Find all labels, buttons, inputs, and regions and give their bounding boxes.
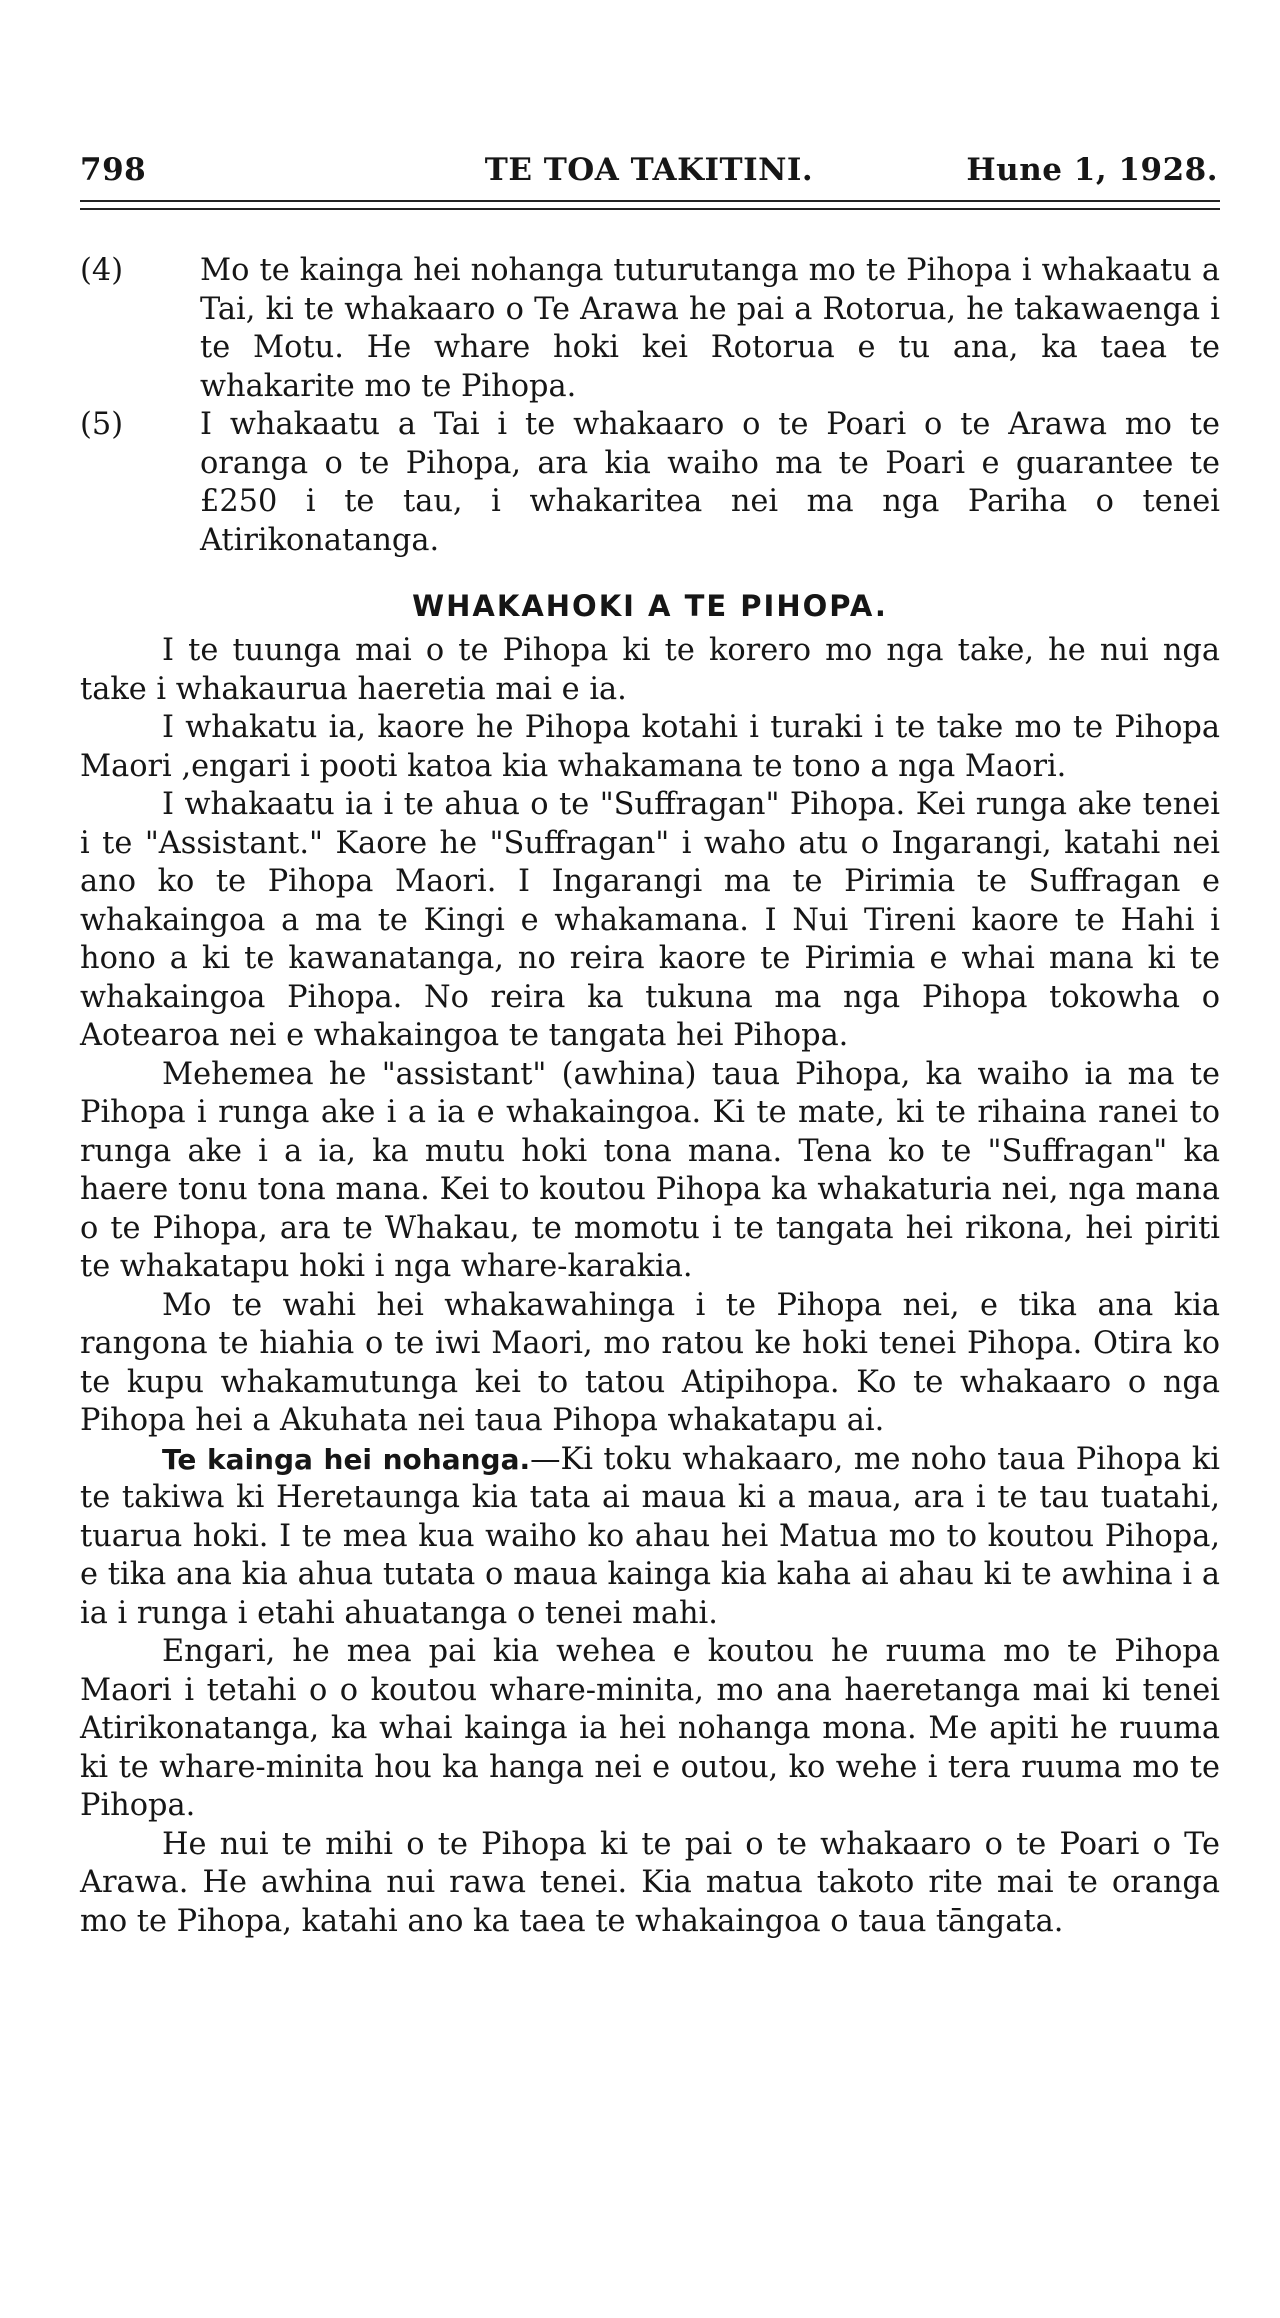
paragraph: Mo te wahi hei whakawahinga i te Pihopa nei, e tika ana kia rangona te hiahia o te iwi Maori, mo ratou ke hoki tenei Pihopa. Otira ko te kupu whakamutunga kei to tatou Atipihopa. Ko te whakaaro o nga Pihopa hei a Akuhata nei taua Pihopa whakatapu ai. (80, 1287, 1220, 1438)
header-rule-top (80, 200, 1220, 202)
paragraph: I whakatu ia, kaore he Pihopa kotahi i turaki i te take mo te Pihopa Maori ,engari i pooti katoa kia whakamana te tono a nga Maori. (80, 710, 1220, 784)
paragraph: I whakaatu ia i te ahua o te "Suffragan" Pihopa. Kei runga ake tenei i te "Assistant." Kaore he "Suffragan" i waho atu o Ingarangi, katahi nei ano ko te Pihopa Maori. I Ingarangi ma te Pirimia te Suffragan e whakaingoa a ma te Kingi e whakamana. I Nui Tireni kaore te Hahi i hono a ki te kawanatanga, no reira kaore te Pirimia e whai mana ki te whakaingoa Pihopa. No reira ka tukuna ma nga Pihopa tokowha o Aotearoa nei e whakaingoa te tangata hei Pihopa. (80, 787, 1220, 1053)
issue-date: Hune 1, 1928. (966, 152, 1218, 188)
em-dash: — (530, 1441, 561, 1477)
page-number: 798 (80, 152, 147, 188)
section-text: Ki toku whakaaro, me noho taua Pihopa ki te takiwa ki Heretaunga kia tata ai maua ki a maua, ara i te tau tuatahi, tuarua hoki. I te mea kua waiho ko ahau hei Matua mo to koutou Pihopa, e tika ana kia ahua tutata o maua kainga kia kaha ai ahau ki te awhina i a ia i runga i etahi ahuatanga o tenei mahi. (80, 1441, 1220, 1631)
article-body (80, 252, 1220, 1941)
item-text: Mo te kainga hei nohanga tuturutanga mo te Pihopa i whakaatu a Tai, ki te whakaaro o Te Arawa he pai a Rotorua, he takawaenga i te Motu. He whare hoki kei Rotorua e tu ana, ka taea te whakarite mo te Pihopa. (200, 253, 1220, 404)
paragraph: He nui te mihi o te Pihopa ki te pai o te whakaaro o te Poari o Te Arawa. He awhina nui rawa tenei. Kia matua takoto rite mai te oranga mo te Pihopa, katahi ano ka taea te whakaingoa o taua tāngata. (80, 1826, 1220, 1939)
section-heading: WHAKAHOKI A TE PIHOPA. (412, 589, 888, 623)
runin-heading: Te kainga hei nohanga. (162, 1442, 531, 1476)
section-paragraph (80, 1441, 1220, 1634)
paragraph: Mehemea he "assistant" (awhina) taua Pihopa, ka waiho ia ma te Pihopa i runga ake i a ia e whakaingoa. Ki te mate, ki te rihaina ranei to runga ake i a ia, ka mutu hoki tona mana. Tena ko te "Suffragan" ka haere tonu tona mana. Kei to koutou Pihopa ka whakaturia nei, nga mana o te Pihopa, ara te Whakau, te momotu i te tangata hei rikona, hei piriti te whakatapu hoki i nga whare-karakia. (80, 1056, 1220, 1284)
page-header (80, 152, 1218, 196)
item-text: I whakaatu a Tai i te whakaaro o te Poari o te Arawa mo te oranga o te Pihopa, ara kia waiho ma te Poari e guarantee te £250 i te tau, i whakaritea nei ma nga Pariha o tenei Atirikonatanga. (200, 407, 1220, 558)
numbered-item (80, 406, 1220, 560)
paragraph: I te tuunga mai o te Pihopa ki te korero mo nga take, he nui nga take i whakaurua haeretia mai e ia. (80, 633, 1220, 707)
item-number: (4) (80, 253, 124, 288)
paragraph: Engari, he mea pai kia wehea e koutou he ruuma mo te Pihopa Maori i tetahi o o koutou whare-minita, mo ana haeretanga mai ki tenei Atirikonatanga, ka whai kainga ia hei nohanga mona. Me apiti he ruuma ki te whare-minita hou ka hanga nei e outou, ko wehe i tera ruuma mo te Pihopa. (80, 1634, 1220, 1823)
publication-title: TE TOA TAKITINI. (484, 152, 814, 188)
numbered-item (80, 252, 1220, 406)
item-number: (5) (80, 407, 124, 442)
header-rule-bottom (80, 208, 1220, 210)
